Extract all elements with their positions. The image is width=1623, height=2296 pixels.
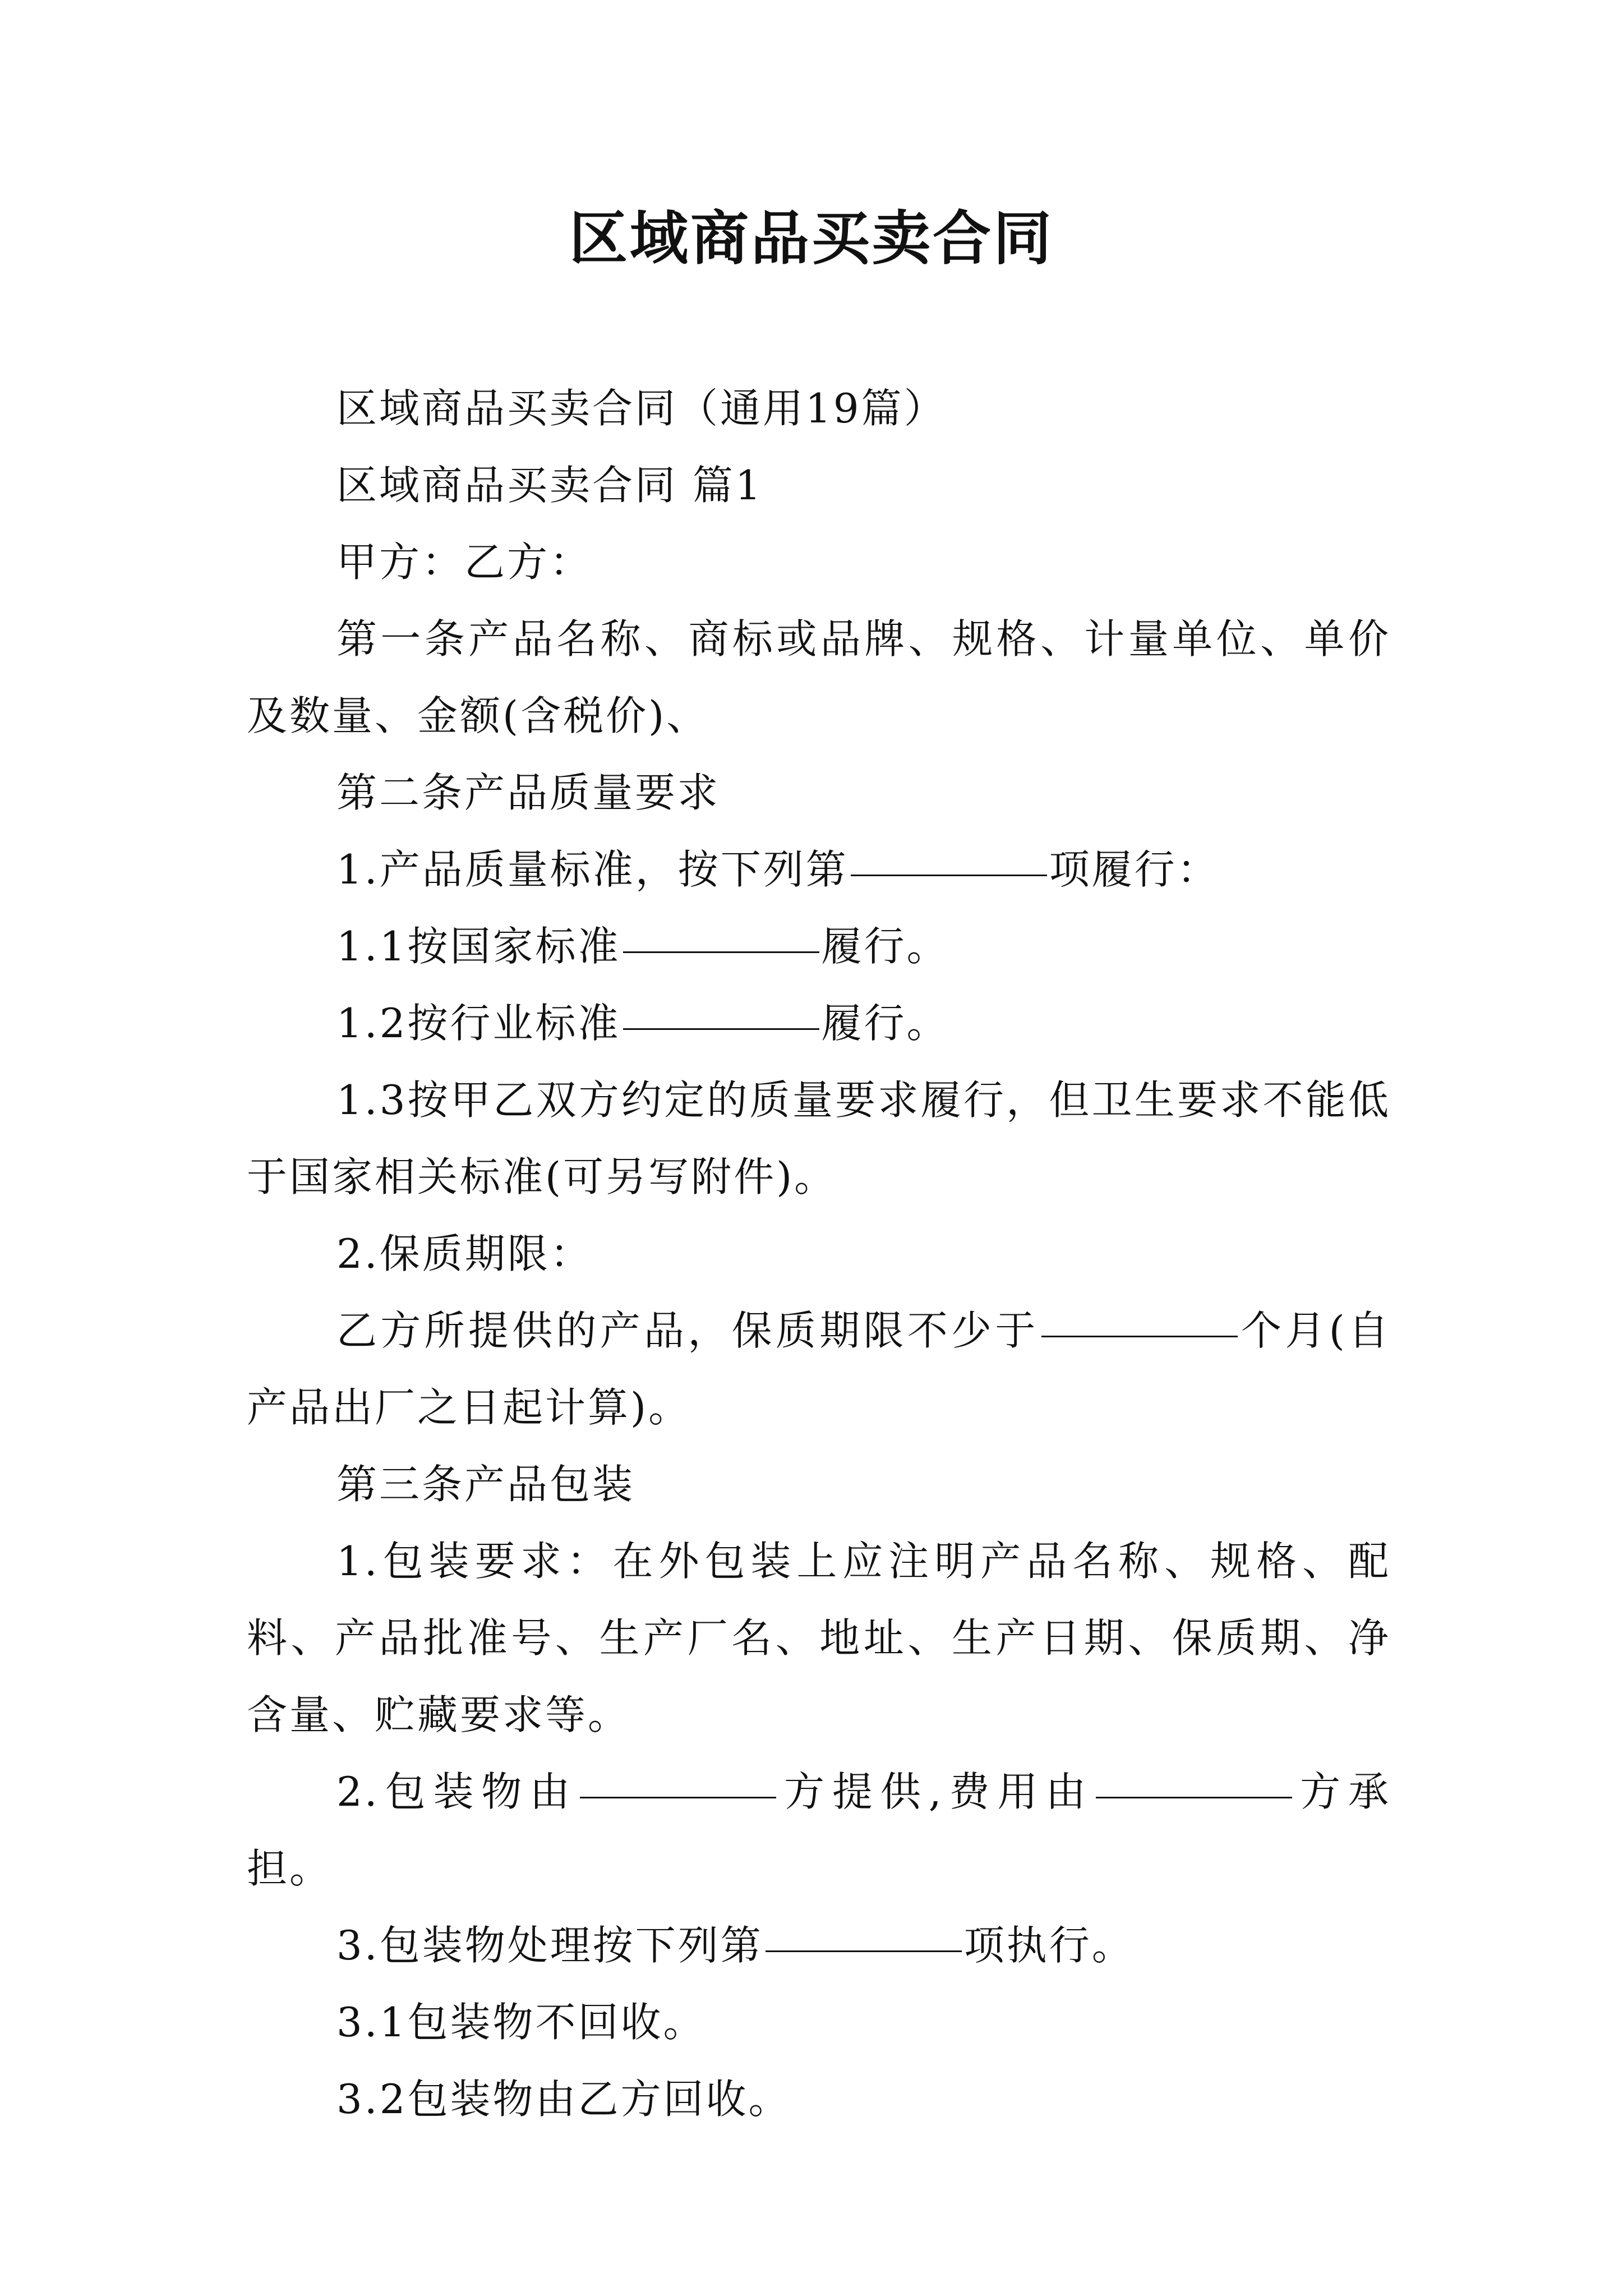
paragraph-no-recycling: 3.1包装物不回收。	[336, 1999, 706, 2046]
blank-line	[623, 1028, 819, 1030]
paragraph-text: 方提供,费用由	[778, 1768, 1094, 1815]
blank-line	[580, 1796, 776, 1798]
paragraph-parties: 甲方：乙方：	[336, 539, 593, 586]
paragraph-text: 2.包装物由	[336, 1768, 578, 1815]
paragraph-subtitle: 区域商品买卖合同（通用19篇）	[336, 385, 947, 432]
blank-line	[1041, 1335, 1238, 1337]
paragraph-agreed-standard: 1.3按甲乙双方约定的质量要求履行，但卫生要求不能低于国家相关标准(可另写附件)。	[247, 1076, 1391, 1200]
paragraph-text: 3.包装物处理按下列第	[336, 1922, 763, 1969]
paragraph-text: 方承担。	[247, 1768, 1391, 1892]
paragraph-shelf-life-heading: 2.保质期限：	[336, 1230, 593, 1277]
paragraph-quality-standard	[247, 831, 1391, 908]
blank-line	[1096, 1796, 1292, 1798]
document-title: 区域商品买卖合同	[569, 204, 1054, 273]
paragraph-industry-standard	[247, 985, 1391, 1062]
paragraph-text: 乙方所提供的产品，保质期限不少于	[336, 1307, 1039, 1354]
paragraph-article-1: 第一条产品名称、商标或品牌、规格、计量单位、单价及数量、金额(含税价)、	[247, 615, 1391, 739]
paragraph-text: 项履行：	[1049, 846, 1220, 893]
paragraph-text: 履行。	[821, 923, 949, 970]
paragraph-text: 履行。	[821, 1000, 949, 1047]
paragraph-text: 个月(自产品出厂之日起计算)。	[247, 1307, 1391, 1431]
paragraph-text: 1.产品质量标准，按下列第	[336, 846, 849, 893]
paragraph-national-standard	[247, 908, 1391, 985]
paragraph-packaging-requirements: 1.包装要求：在外包装上应注明产品名称、规格、配料、产品批准号、生产厂名、地址、生产日期、保质期、净含量、贮藏要求等。	[247, 1538, 1391, 1738]
paragraph-text: 项执行。	[963, 1922, 1135, 1969]
paragraph-text: 1.2按行业标准	[336, 1000, 621, 1047]
paragraph-text: 1.1按国家标准	[336, 923, 621, 970]
paragraph-section-heading: 区域商品买卖合同 篇1	[336, 462, 763, 509]
paragraph-packaging-provider	[247, 1754, 1391, 1907]
paragraph-article-3-heading: 第三条产品包装	[336, 1461, 635, 1508]
blank-line	[851, 874, 1047, 876]
paragraph-packaging-handling	[247, 1907, 1391, 1984]
paragraph-article-2-heading: 第二条产品质量要求	[336, 769, 721, 816]
document-body	[247, 370, 1391, 2138]
paragraph-recycling-by-b: 3.2包装物由乙方回收。	[336, 2076, 791, 2123]
paragraph-shelf-life	[247, 1292, 1391, 1446]
blank-line	[766, 1950, 962, 1952]
blank-line	[623, 951, 819, 953]
